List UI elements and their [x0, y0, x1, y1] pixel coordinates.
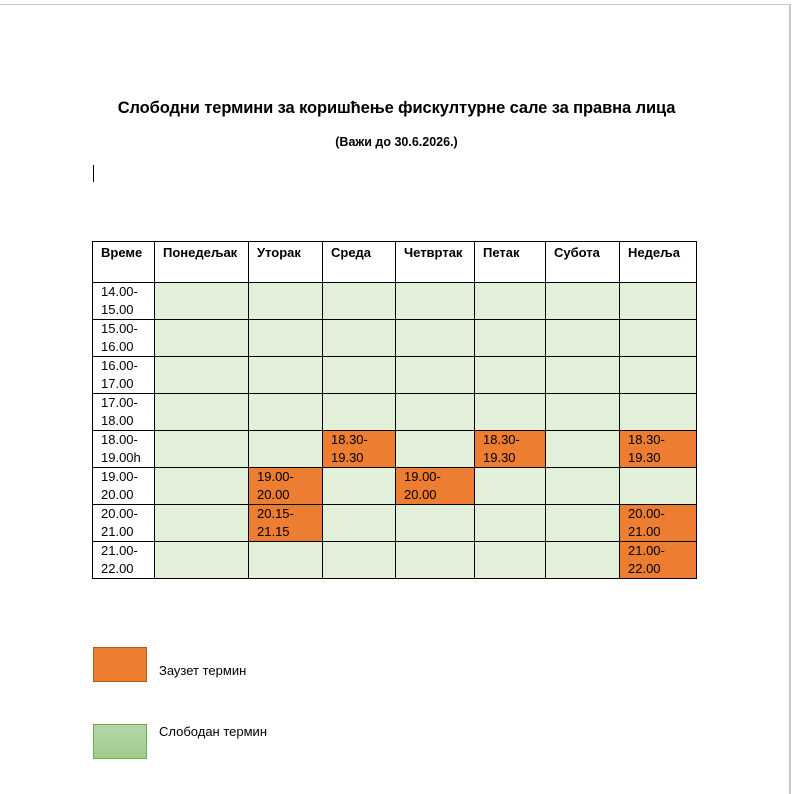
free-slot-monday: [155, 357, 249, 394]
free-slot-monday: [155, 320, 249, 357]
time-slot-text: 21.00-: [101, 543, 138, 558]
free-slot-wednesday: [323, 468, 396, 505]
busy-slot-text: 19.00-: [257, 469, 294, 484]
busy-slot-thursday: [396, 468, 475, 505]
header-sunday: Недеља: [620, 242, 697, 283]
free-slot-monday: [155, 542, 249, 579]
time-slot-text: 16.00-: [101, 358, 138, 373]
free-slot-sunday: [620, 320, 697, 357]
time-slot-cell: [93, 431, 155, 468]
busy-slot-text: 20.00: [257, 487, 290, 502]
busy-slot-sunday: [620, 542, 697, 579]
free-slot-monday: [155, 505, 249, 542]
free-slot-tuesday: [249, 283, 323, 320]
busy-slot-text: 20.00: [404, 487, 437, 502]
time-slot-cell: [93, 542, 155, 579]
free-slot-thursday: [396, 320, 475, 357]
free-slot-wednesday: [323, 542, 396, 579]
time-slot-text: 19.00-: [101, 469, 138, 484]
busy-slot-text: 19.30: [483, 450, 516, 465]
busy-slot-text: 21.00: [628, 524, 661, 539]
time-slot-text: 15.00-: [101, 321, 138, 336]
header-friday: Петак: [475, 242, 546, 283]
document-subtitle: (Важи до 30.6.2026.): [335, 135, 458, 149]
header-thursday: Четвртак: [396, 242, 475, 283]
free-slot-tuesday: [249, 542, 323, 579]
time-slot-cell: [93, 283, 155, 320]
table-row: [93, 468, 697, 505]
free-slot-sunday: [620, 357, 697, 394]
busy-slot-tuesday: [249, 468, 323, 505]
busy-slot-text: 22.00: [628, 561, 661, 576]
free-slot-saturday: [546, 468, 620, 505]
time-slot-text: 21.00: [101, 524, 134, 539]
busy-slot-text: 19.00-: [404, 469, 441, 484]
time-slot-text: 22.00: [101, 561, 134, 576]
busy-slot-friday: [475, 431, 546, 468]
time-slot-text: 16.00: [101, 339, 134, 354]
busy-slot-sunday: [620, 505, 697, 542]
document-title: Слободни термини за коришћење фискултурне сале за правна лица: [117, 99, 676, 117]
free-slot-wednesday: [323, 283, 396, 320]
header-wednesday: Среда: [323, 242, 396, 283]
free-slot-saturday: [546, 542, 620, 579]
free-slot-sunday: [620, 468, 697, 505]
busy-slot-text: 18.30-: [331, 432, 368, 447]
free-slot-friday: [475, 320, 546, 357]
free-slot-wednesday: [323, 320, 396, 357]
free-slot-monday: [155, 431, 249, 468]
table-row: [93, 394, 697, 431]
table-row: [93, 283, 697, 320]
legend-label-free: Слободан термин: [159, 724, 267, 739]
busy-slot-text: 20.00-: [628, 506, 665, 521]
busy-slot-text: 19.30: [331, 450, 364, 465]
free-slot-saturday: [546, 320, 620, 357]
busy-slot-text: 19.30: [628, 450, 661, 465]
busy-slot-tuesday: [249, 505, 323, 542]
busy-slot-sunday: [620, 431, 697, 468]
free-slot-sunday: [620, 283, 697, 320]
table-row: [93, 357, 697, 394]
free-slot-monday: [155, 283, 249, 320]
header-time: Време: [93, 242, 155, 283]
busy-slot-text: 18.30-: [483, 432, 520, 447]
legend-label-busy: Заузет термин: [159, 663, 247, 678]
free-slot-saturday: [546, 431, 620, 468]
time-slot-cell: [93, 357, 155, 394]
free-slot-friday: [475, 542, 546, 579]
table-body: [93, 283, 697, 579]
time-slot-text: 20.00-: [101, 506, 138, 521]
free-slot-tuesday: [249, 357, 323, 394]
busy-slot-wednesday: [323, 431, 396, 468]
table-row: [93, 320, 697, 357]
table-header-row: [93, 242, 697, 283]
table-row: [93, 542, 697, 579]
table-row: [93, 431, 697, 468]
busy-slot-text: 21.00-: [628, 543, 665, 558]
free-slot-thursday: [396, 431, 475, 468]
free-slot-sunday: [620, 394, 697, 431]
free-slot-thursday: [396, 542, 475, 579]
header-tuesday: Уторак: [249, 242, 323, 283]
free-slot-saturday: [546, 357, 620, 394]
free-slot-friday: [475, 394, 546, 431]
free-slot-thursday: [396, 357, 475, 394]
time-slot-text: 15.00: [101, 302, 134, 317]
time-slot-cell: [93, 394, 155, 431]
time-slot-text: 17.00: [101, 376, 134, 391]
legend-swatch-free: [93, 724, 147, 759]
time-slot-text: 14.00-: [101, 284, 138, 299]
time-slot-text: 17.00-: [101, 395, 138, 410]
time-slot-text: 19.00h: [101, 450, 141, 465]
busy-slot-text: 20.15-: [257, 506, 294, 521]
free-slot-thursday: [396, 505, 475, 542]
free-slot-friday: [475, 505, 546, 542]
free-slot-monday: [155, 468, 249, 505]
free-slot-saturday: [546, 505, 620, 542]
busy-slot-text: 18.30-: [628, 432, 665, 447]
free-slot-saturday: [546, 283, 620, 320]
free-slot-wednesday: [323, 357, 396, 394]
busy-slot-text: 21.15: [257, 524, 290, 539]
free-slot-tuesday: [249, 394, 323, 431]
free-slot-saturday: [546, 394, 620, 431]
free-slot-monday: [155, 394, 249, 431]
time-slot-cell: [93, 468, 155, 505]
header-saturday: Субота: [546, 242, 620, 283]
free-slot-wednesday: [323, 394, 396, 431]
time-slot-text: 18.00: [101, 413, 134, 428]
time-slot-text: 18.00-: [101, 432, 138, 447]
header-monday: Понедељак: [155, 242, 249, 283]
free-slot-tuesday: [249, 431, 323, 468]
free-slot-thursday: [396, 394, 475, 431]
time-slot-cell: [93, 505, 155, 542]
time-slot-text: 20.00: [101, 487, 134, 502]
time-slot-cell: [93, 320, 155, 357]
free-slot-wednesday: [323, 505, 396, 542]
table-row: [93, 505, 697, 542]
free-slot-tuesday: [249, 320, 323, 357]
free-slot-friday: [475, 283, 546, 320]
schedule-table: [92, 241, 697, 579]
legend-swatch-busy: [93, 647, 147, 682]
free-slot-thursday: [396, 283, 475, 320]
free-slot-friday: [475, 468, 546, 505]
text-cursor: [93, 165, 94, 182]
free-slot-friday: [475, 357, 546, 394]
